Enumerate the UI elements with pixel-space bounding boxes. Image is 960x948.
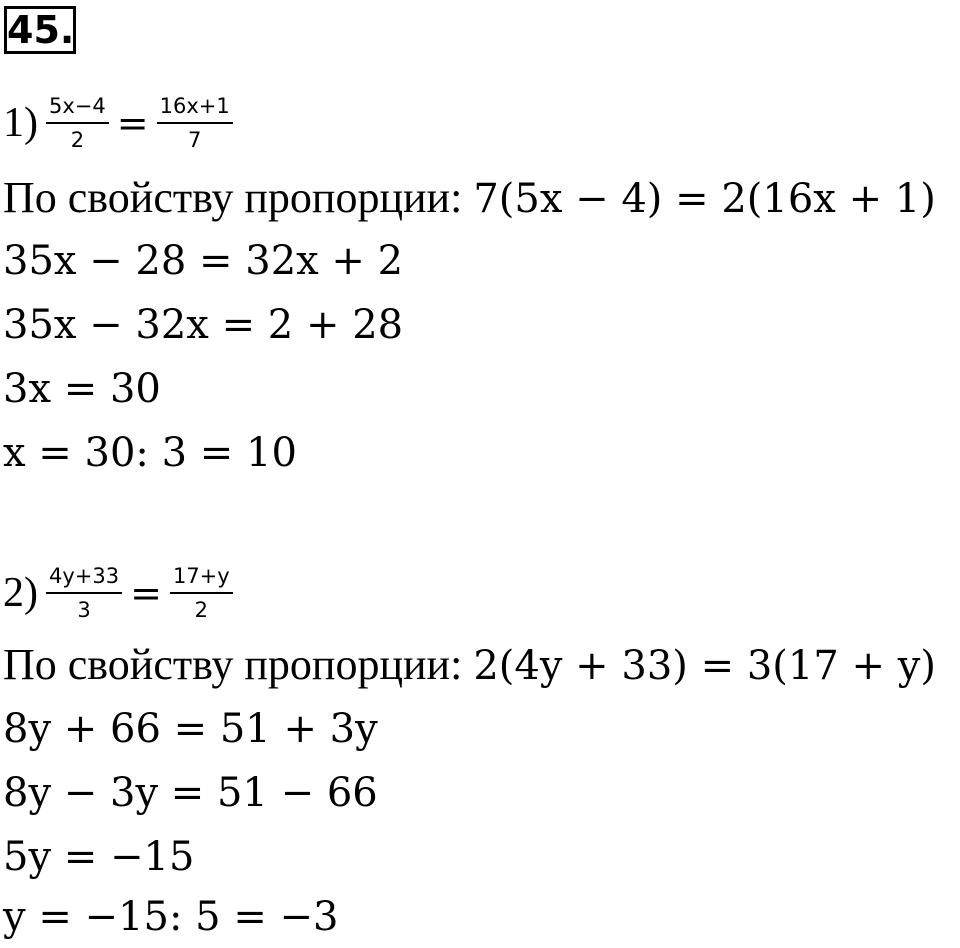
part2-equation	[3, 548, 237, 638]
part2-right-denominator: 2	[194, 598, 209, 622]
part1-label: 1)	[3, 100, 38, 146]
part1-right-numerator: 16x+1	[159, 94, 230, 118]
part2-label: 2)	[3, 570, 38, 616]
part1-equation	[3, 78, 237, 168]
part1-step-3: 3x = 30	[3, 366, 161, 412]
part2-fraction-right	[170, 563, 233, 623]
part2-step-1: 8y + 66 = 51 + 3y	[3, 706, 378, 752]
part2-step-2: 8y − 3y = 51 − 66	[3, 770, 378, 816]
equals-sign: =	[116, 101, 149, 145]
part1-property-equation: 7(5x − 4) = 2(16x + 1)	[473, 176, 936, 222]
part1-step-1: 35x − 28 = 32x + 2	[3, 238, 404, 284]
part1-fraction-right	[157, 93, 233, 153]
part2-property-line	[3, 640, 936, 691]
equals-sign: =	[130, 571, 162, 615]
part1-fraction-left	[46, 93, 109, 153]
part1-left-numerator: 5x−4	[49, 94, 106, 118]
fraction-bar	[157, 122, 233, 124]
part1-step-2: 35x − 32x = 2 + 28	[3, 302, 404, 348]
fraction-bar	[46, 592, 122, 594]
part2-property-equation: 2(4y + 33) = 3(17 + y)	[473, 643, 936, 689]
part1-property-line	[3, 173, 936, 224]
part2-left-denominator: 3	[77, 598, 91, 622]
part2-property-text: По свойству пропорции:	[3, 640, 463, 689]
part2-fraction-left	[46, 563, 122, 623]
fraction-bar	[46, 122, 109, 124]
part2-step-3: 5y = −15	[3, 834, 195, 880]
fraction-bar	[170, 592, 233, 594]
part1-step-4: x = 30: 3 = 10	[3, 430, 297, 476]
problem-number: 45.	[4, 6, 76, 54]
part2-step-4: y = −15: 5 = −3	[3, 894, 339, 940]
part1-left-denominator: 2	[70, 128, 85, 152]
part1-right-denominator: 7	[187, 128, 202, 152]
part1-property-text: По свойству пропорции:	[3, 173, 463, 222]
part2-right-numerator: 17+y	[172, 564, 230, 588]
part2-left-numerator: 4y+33	[49, 564, 120, 588]
